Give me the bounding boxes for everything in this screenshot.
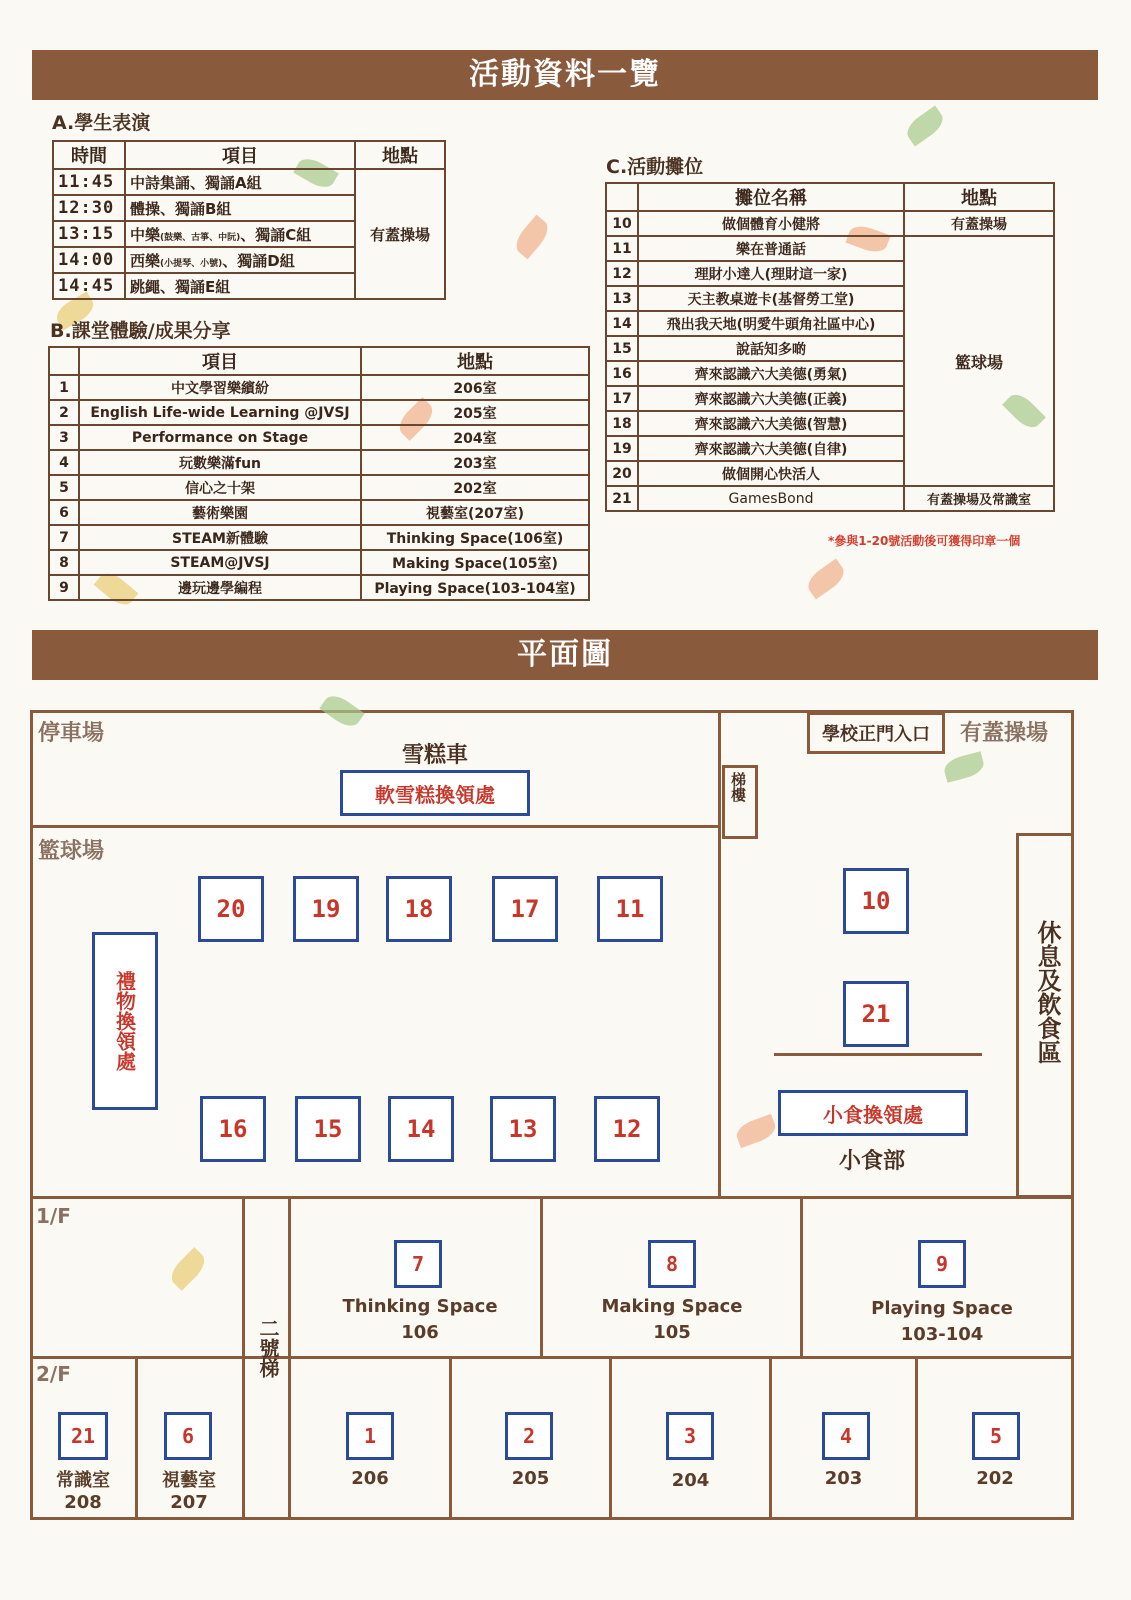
booth-17: 17 [492,876,558,942]
row-number: 14 [606,311,638,336]
floor-2-label: 2/F [36,1362,71,1386]
header-time: 時間 [53,141,125,169]
performance-table [52,140,446,300]
table-row [53,169,445,195]
booth-name: 樂在普通話 [638,236,904,261]
table-header-row [606,183,1054,211]
item-cell: STEAM@JVSJ [79,550,361,575]
header-number [49,347,79,375]
table-row [49,425,589,450]
booth-12: 12 [594,1096,660,1162]
row-number: 13 [606,286,638,311]
time-cell: 11:45 [53,169,125,195]
item-cell: 中詩集誦、獨誦A組 [125,169,355,195]
item-cell: 玩數樂滿fun [79,450,361,475]
room-booth-6: 6 [164,1412,212,1460]
table-row [49,550,589,575]
stairs-2-label: 二號梯 [256,1318,280,1378]
room-number: 105 [653,1322,691,1343]
row-number: 18 [606,411,638,436]
booth-name: 天主教桌遊卡(基督勞工堂) [638,286,904,311]
booth-name: 齊來認識六大美德(智慧) [638,411,904,436]
stamp-note: *參與1-20號活動後可獲得印章一個 [828,534,1021,548]
booth-name: 做個體育小健將 [638,211,904,236]
item-instruments: (鼓樂、古箏、中阮) [160,232,241,243]
stairs-label: 梯樓 [729,772,747,802]
time-cell: 13:15 [53,221,125,247]
room-booth-2: 2 [505,1412,553,1460]
room-booth-3: 3 [666,1412,714,1460]
item-tail: 、獨誦C組 [240,225,312,244]
table-row [49,575,589,600]
booth-name: 齊來認識六大美德(正義) [638,386,904,411]
item-cell: 跳繩、獨誦E組 [125,273,355,299]
floor-1-label: 1/F [36,1204,71,1228]
item-main: 西樂 [130,251,161,270]
divider [30,1196,1074,1199]
leaf-decoration-icon [511,215,554,260]
room-number: 207 [170,1492,208,1513]
icecream-truck-label: 雪糕車 [401,743,468,768]
divider [30,825,720,828]
row-number: 15 [606,336,638,361]
room-name: 視藝室 [162,1470,216,1491]
room-number: 206 [351,1468,389,1489]
row-number: 4 [49,450,79,475]
covered-playground-label: 有蓋操場 [960,721,1049,746]
booth-name: 齊來認識六大美德(自律) [638,436,904,461]
table-row [606,236,1054,261]
time-cell: 14:45 [53,273,125,299]
row-number: 2 [49,400,79,425]
room-number: 203 [824,1468,863,1489]
booth-name: 做個開心快活人 [638,461,904,486]
main-gate-label: 學校正門入口 [807,712,945,754]
row-number: 5 [49,475,79,500]
section-c-title: C.活動攤位 [606,156,704,178]
row-number: 6 [49,500,79,525]
booth-20: 20 [198,876,264,942]
location-cell: 有蓋操場 [355,169,445,299]
header-booth-name: 攤位名稱 [638,183,904,211]
place-cell: 204室 [361,425,589,450]
booth-21: 21 [843,981,909,1047]
table-row [49,525,589,550]
booth-11: 11 [597,876,663,942]
row-number: 21 [606,486,638,511]
row-number: 19 [606,436,638,461]
table-header-row [53,141,445,169]
rest-area-label: 休息及飲食區 [1033,920,1061,1064]
item-cell: 藝術樂園 [79,500,361,525]
table-row [49,400,589,425]
table-row [49,500,589,525]
item-cell: 邊玩邊學編程 [79,575,361,600]
booth-name: 理財小達人(理財這一家) [638,261,904,286]
item-tail: 、獨誦D組 [222,251,295,270]
row-number: 8 [49,550,79,575]
divider [135,1356,138,1520]
room-booth-9: 9 [918,1240,966,1288]
room-number: 208 [64,1492,102,1513]
place-cell: 有蓋操場及常識室 [904,486,1054,511]
header-place: 地點 [361,347,589,375]
room-name: Thinking Space [342,1296,498,1317]
leaf-decoration-icon [902,106,947,147]
room-number: 204 [671,1470,710,1491]
header-place: 地點 [904,183,1054,211]
booth-13: 13 [490,1096,556,1162]
item-cell: 體操、獨誦B組 [125,195,355,221]
booth-name: 齊來認識六大美德(勇氣) [638,361,904,386]
place-cell: 視藝室(207室) [361,500,589,525]
snack-exchange-box: 小食換領處 [778,1090,968,1136]
room-booth-4: 4 [822,1412,870,1460]
row-number: 20 [606,461,638,486]
time-cell: 14:00 [53,247,125,273]
row-number: 10 [606,211,638,236]
leaf-decoration-icon [803,559,848,600]
item-instruments: (小提琴、小號) [160,258,223,269]
booth-table [605,182,1055,512]
room-number: 106 [401,1322,439,1343]
item-cell: STEAM新體驗 [79,525,361,550]
place-cell: 205室 [361,400,589,425]
icecream-exchange-box: 軟雪糕換領處 [340,770,530,816]
place-cell: Making Space(105室) [361,550,589,575]
booth-19: 19 [293,876,359,942]
row-number: 9 [49,575,79,600]
parking-label: 停車場 [38,721,105,746]
booth-name: 說話知多啲 [638,336,904,361]
row-number: 12 [606,261,638,286]
place-cell: 206室 [361,375,589,400]
header-number [606,183,638,211]
divider [718,710,721,1198]
booth-10: 10 [843,868,909,934]
booth-14: 14 [388,1096,454,1162]
section-b-title: B.課堂體驗/成果分享 [50,320,231,342]
item-cell [125,247,355,273]
item-cell: 信心之十架 [79,475,361,500]
table-row [606,211,1054,236]
room-booth-21: 21 [58,1412,108,1460]
row-number: 11 [606,236,638,261]
table-row [49,375,589,400]
place-cell: Thinking Space(106室) [361,525,589,550]
place-cell: 202室 [361,475,589,500]
time-cell: 12:30 [53,195,125,221]
row-number: 1 [49,375,79,400]
tuck-shop-label: 小食部 [838,1149,905,1174]
item-cell [125,221,355,247]
gift-exchange-box: 禮物換領處 [92,932,158,1110]
table-header-row [49,347,589,375]
row-number: 17 [606,386,638,411]
place-cell: 籃球場 [904,236,1054,486]
room-booth-8: 8 [648,1240,696,1288]
place-cell: 203室 [361,450,589,475]
divider [915,1356,918,1520]
divider [769,1356,772,1520]
divider [774,1053,982,1056]
room-booth-1: 1 [346,1412,394,1460]
place-cell: Playing Space(103-104室) [361,575,589,600]
divider [242,1196,245,1520]
room-number: 205 [511,1468,550,1489]
table-row [606,486,1054,511]
divider [609,1356,612,1520]
booth-name: GamesBond [638,486,904,511]
page-title: 活動資料一覽 [32,50,1098,100]
divider [800,1196,803,1358]
basketball-court-label: 籃球場 [38,839,105,864]
booth-name: 飛出我天地(明愛牛頭角社區中心) [638,311,904,336]
table-row [49,450,589,475]
item-main: 中樂 [130,225,161,244]
divider [540,1196,543,1358]
section-a-title: A.學生表演 [52,112,151,134]
room-name: 常識室 [56,1470,110,1491]
row-number: 16 [606,361,638,386]
header-location: 地點 [355,141,445,169]
table-row [49,475,589,500]
room-number: 103-104 [900,1324,984,1345]
room-booth-5: 5 [972,1412,1020,1460]
header-item: 項目 [79,347,361,375]
room-booth-7: 7 [394,1240,442,1288]
room-number: 202 [976,1468,1014,1489]
room-name: Making Space [601,1296,743,1317]
booth-15: 15 [295,1096,361,1162]
place-cell: 有蓋操場 [904,211,1054,236]
room-name: Playing Space [871,1298,1013,1319]
class-experience-table [48,346,590,601]
item-cell: English Life-wide Learning @JVSJ [79,400,361,425]
floorplan-title: 平面圖 [32,630,1098,680]
row-number: 3 [49,425,79,450]
item-cell: Performance on Stage [79,425,361,450]
item-cell: 中文學習樂繽紛 [79,375,361,400]
divider [449,1356,452,1520]
header-item: 項目 [125,141,355,169]
row-number: 7 [49,525,79,550]
booth-16: 16 [200,1096,266,1162]
booth-18: 18 [386,876,452,942]
